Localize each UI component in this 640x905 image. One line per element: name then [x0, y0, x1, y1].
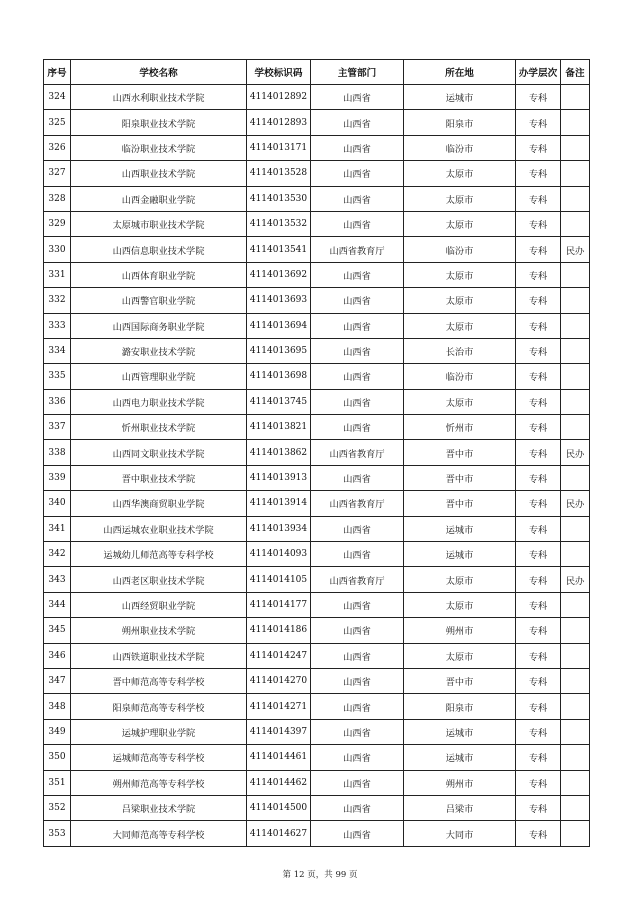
cell-authority: 山西省 [311, 338, 404, 363]
cell-level: 专科 [516, 237, 561, 262]
cell-school-code: 4114013862 [247, 440, 311, 465]
cell-school-code: 4114014247 [247, 643, 311, 668]
cell-school-name: 运城师范高等专科学校 [71, 745, 247, 770]
cell-school-code: 4114014105 [247, 567, 311, 592]
cell-remark [561, 592, 590, 617]
cell-remark [561, 288, 590, 313]
cell-authority: 山西省教育厅 [311, 440, 404, 465]
cell-location: 太原市 [404, 288, 516, 313]
cell-school-name: 朔州师范高等专科学校 [71, 770, 247, 795]
cell-authority: 山西省 [311, 161, 404, 186]
cell-index: 336 [44, 389, 71, 414]
cell-location: 运城市 [404, 719, 516, 744]
table-row [44, 643, 590, 668]
cell-index: 327 [44, 161, 71, 186]
cell-level: 专科 [516, 668, 561, 693]
cell-level: 专科 [516, 567, 561, 592]
cell-level: 专科 [516, 262, 561, 287]
cell-school-name: 阳泉职业技术学院 [71, 110, 247, 135]
cell-school-code: 4114013914 [247, 491, 311, 516]
cell-school-name: 临汾职业技术学院 [71, 135, 247, 160]
cell-school-name: 山西经贸职业学院 [71, 592, 247, 617]
cell-school-code: 4114014177 [247, 592, 311, 617]
cell-authority: 山西省教育厅 [311, 567, 404, 592]
cell-level: 专科 [516, 186, 561, 211]
table-header-row [44, 60, 590, 85]
header-index: 序号 [44, 60, 71, 85]
table-row [44, 161, 590, 186]
cell-level: 专科 [516, 288, 561, 313]
table-row [44, 516, 590, 541]
cell-school-code: 4114013695 [247, 338, 311, 363]
cell-index: 338 [44, 440, 71, 465]
cell-authority: 山西省 [311, 516, 404, 541]
cell-level: 专科 [516, 440, 561, 465]
cell-index: 330 [44, 237, 71, 262]
cell-location: 太原市 [404, 161, 516, 186]
table-row [44, 85, 590, 110]
cell-index: 332 [44, 288, 71, 313]
cell-index: 344 [44, 592, 71, 617]
cell-remark [561, 745, 590, 770]
cell-authority: 山西省 [311, 211, 404, 236]
cell-remark [561, 415, 590, 440]
cell-location: 太原市 [404, 567, 516, 592]
cell-authority: 山西省 [311, 745, 404, 770]
cell-school-name: 晋中职业技术学院 [71, 465, 247, 490]
page-footer: 第 12 页，共 99 页 [282, 870, 358, 880]
cell-level: 专科 [516, 618, 561, 643]
table-row [44, 440, 590, 465]
school-list-table-container [43, 59, 589, 847]
cell-location: 朔州市 [404, 770, 516, 795]
table-row [44, 795, 590, 820]
table-row [44, 186, 590, 211]
cell-authority: 山西省 [311, 85, 404, 110]
header-authority: 主管部门 [311, 60, 404, 85]
table-row [44, 389, 590, 414]
cell-level: 专科 [516, 338, 561, 363]
table-row [44, 668, 590, 693]
cell-level: 专科 [516, 135, 561, 160]
cell-index: 331 [44, 262, 71, 287]
cell-authority: 山西省 [311, 821, 404, 846]
cell-authority: 山西省 [311, 643, 404, 668]
cell-school-name: 山西水利职业技术学院 [71, 85, 247, 110]
cell-school-code: 4114013821 [247, 415, 311, 440]
cell-school-name: 山西警官职业学院 [71, 288, 247, 313]
cell-school-code: 4114014270 [247, 668, 311, 693]
cell-remark [561, 618, 590, 643]
cell-index: 335 [44, 364, 71, 389]
cell-location: 临汾市 [404, 364, 516, 389]
cell-school-name: 山西职业技术学院 [71, 161, 247, 186]
cell-level: 专科 [516, 719, 561, 744]
cell-school-code: 4114013532 [247, 211, 311, 236]
cell-authority: 山西省 [311, 288, 404, 313]
cell-level: 专科 [516, 770, 561, 795]
cell-location: 阳泉市 [404, 694, 516, 719]
cell-remark [561, 770, 590, 795]
table-body [44, 85, 590, 847]
cell-school-code: 4114013934 [247, 516, 311, 541]
cell-authority: 山西省 [311, 542, 404, 567]
cell-school-name: 忻州职业技术学院 [71, 415, 247, 440]
cell-remark [561, 161, 590, 186]
cell-school-name: 运城护理职业学院 [71, 719, 247, 744]
cell-authority: 山西省 [311, 719, 404, 744]
cell-school-code: 4114013692 [247, 262, 311, 287]
cell-index: 340 [44, 491, 71, 516]
cell-location: 吕梁市 [404, 795, 516, 820]
cell-location: 太原市 [404, 262, 516, 287]
cell-school-code: 4114012892 [247, 85, 311, 110]
cell-school-code: 4114013913 [247, 465, 311, 490]
cell-school-name: 山西体育职业学院 [71, 262, 247, 287]
cell-authority: 山西省教育厅 [311, 491, 404, 516]
cell-school-code: 4114014093 [247, 542, 311, 567]
cell-school-name: 运城幼儿师范高等专科学校 [71, 542, 247, 567]
cell-remark: 民办 [561, 567, 590, 592]
cell-location: 忻州市 [404, 415, 516, 440]
cell-location: 运城市 [404, 516, 516, 541]
cell-level: 专科 [516, 389, 561, 414]
cell-school-code: 4114013530 [247, 186, 311, 211]
cell-index: 350 [44, 745, 71, 770]
cell-index: 341 [44, 516, 71, 541]
cell-remark [561, 262, 590, 287]
cell-remark [561, 389, 590, 414]
cell-remark [561, 516, 590, 541]
cell-remark [561, 85, 590, 110]
cell-level: 专科 [516, 516, 561, 541]
cell-remark [561, 313, 590, 338]
cell-remark: 民办 [561, 440, 590, 465]
cell-location: 大同市 [404, 821, 516, 846]
cell-index: 324 [44, 85, 71, 110]
cell-school-code: 4114013528 [247, 161, 311, 186]
cell-index: 353 [44, 821, 71, 846]
cell-index: 329 [44, 211, 71, 236]
cell-remark: 民办 [561, 237, 590, 262]
cell-location: 太原市 [404, 389, 516, 414]
cell-index: 334 [44, 338, 71, 363]
cell-school-code: 4114014397 [247, 719, 311, 744]
cell-authority: 山西省 [311, 389, 404, 414]
cell-remark [561, 668, 590, 693]
cell-school-code: 4114013171 [247, 135, 311, 160]
cell-school-name: 太原城市职业技术学院 [71, 211, 247, 236]
table-row [44, 262, 590, 287]
cell-location: 晋中市 [404, 465, 516, 490]
cell-authority: 山西省 [311, 262, 404, 287]
cell-school-name: 山西国际商务职业学院 [71, 313, 247, 338]
table-row [44, 288, 590, 313]
cell-authority: 山西省 [311, 694, 404, 719]
cell-index: 347 [44, 668, 71, 693]
table-row [44, 694, 590, 719]
cell-location: 晋中市 [404, 668, 516, 693]
table-row [44, 338, 590, 363]
table-row [44, 567, 590, 592]
cell-remark [561, 465, 590, 490]
table-row [44, 618, 590, 643]
cell-index: 346 [44, 643, 71, 668]
cell-authority: 山西省 [311, 186, 404, 211]
cell-index: 328 [44, 186, 71, 211]
cell-level: 专科 [516, 364, 561, 389]
cell-school-name: 阳泉师范高等专科学校 [71, 694, 247, 719]
cell-index: 349 [44, 719, 71, 744]
table-row [44, 211, 590, 236]
cell-index: 337 [44, 415, 71, 440]
cell-school-code: 4114014186 [247, 618, 311, 643]
cell-remark [561, 186, 590, 211]
cell-school-code: 4114013693 [247, 288, 311, 313]
cell-school-name: 山西金融职业学院 [71, 186, 247, 211]
cell-school-code: 4114014627 [247, 821, 311, 846]
cell-authority: 山西省教育厅 [311, 237, 404, 262]
cell-location: 晋中市 [404, 440, 516, 465]
header-remark: 备注 [561, 60, 590, 85]
cell-location: 运城市 [404, 85, 516, 110]
cell-level: 专科 [516, 542, 561, 567]
header-school-code: 学校标识码 [247, 60, 311, 85]
cell-remark [561, 694, 590, 719]
cell-school-name: 晋中师范高等专科学校 [71, 668, 247, 693]
cell-index: 326 [44, 135, 71, 160]
cell-authority: 山西省 [311, 592, 404, 617]
cell-school-code: 4114014500 [247, 795, 311, 820]
cell-location: 临汾市 [404, 237, 516, 262]
cell-authority: 山西省 [311, 770, 404, 795]
cell-index: 339 [44, 465, 71, 490]
cell-index: 345 [44, 618, 71, 643]
table-row [44, 313, 590, 338]
table-row [44, 770, 590, 795]
cell-school-name: 吕梁职业技术学院 [71, 795, 247, 820]
cell-index: 348 [44, 694, 71, 719]
cell-remark [561, 719, 590, 744]
cell-level: 专科 [516, 694, 561, 719]
cell-location: 长治市 [404, 338, 516, 363]
cell-school-name: 朔州职业技术学院 [71, 618, 247, 643]
cell-school-name: 山西华澳商贸职业学院 [71, 491, 247, 516]
cell-remark [561, 338, 590, 363]
table-row [44, 719, 590, 744]
header-location: 所在地 [404, 60, 516, 85]
cell-school-name: 山西老区职业技术学院 [71, 567, 247, 592]
table-row [44, 110, 590, 135]
cell-authority: 山西省 [311, 618, 404, 643]
cell-level: 专科 [516, 110, 561, 135]
cell-level: 专科 [516, 161, 561, 186]
cell-location: 运城市 [404, 542, 516, 567]
cell-location: 太原市 [404, 211, 516, 236]
table-row [44, 542, 590, 567]
table-row [44, 237, 590, 262]
cell-school-code: 4114014461 [247, 745, 311, 770]
cell-location: 太原市 [404, 186, 516, 211]
cell-remark [561, 110, 590, 135]
cell-level: 专科 [516, 795, 561, 820]
cell-authority: 山西省 [311, 668, 404, 693]
cell-authority: 山西省 [311, 110, 404, 135]
cell-location: 朔州市 [404, 618, 516, 643]
cell-remark [561, 135, 590, 160]
cell-school-code: 4114014271 [247, 694, 311, 719]
cell-location: 阳泉市 [404, 110, 516, 135]
table-row [44, 821, 590, 846]
cell-level: 专科 [516, 415, 561, 440]
cell-authority: 山西省 [311, 465, 404, 490]
cell-level: 专科 [516, 211, 561, 236]
cell-location: 太原市 [404, 592, 516, 617]
cell-authority: 山西省 [311, 135, 404, 160]
cell-location: 临汾市 [404, 135, 516, 160]
cell-school-name: 山西电力职业技术学院 [71, 389, 247, 414]
cell-level: 专科 [516, 85, 561, 110]
cell-school-name: 山西信息职业技术学院 [71, 237, 247, 262]
table-row [44, 491, 590, 516]
header-school-name: 学校名称 [71, 60, 247, 85]
cell-level: 专科 [516, 313, 561, 338]
cell-index: 352 [44, 795, 71, 820]
cell-index: 325 [44, 110, 71, 135]
table-row [44, 465, 590, 490]
cell-remark [561, 795, 590, 820]
cell-school-name: 山西铁道职业技术学院 [71, 643, 247, 668]
cell-level: 专科 [516, 745, 561, 770]
table-row [44, 135, 590, 160]
cell-school-code: 4114014462 [247, 770, 311, 795]
cell-location: 晋中市 [404, 491, 516, 516]
cell-school-code: 4114013745 [247, 389, 311, 414]
cell-school-name: 山西管理职业学院 [71, 364, 247, 389]
cell-remark [561, 643, 590, 668]
cell-remark [561, 821, 590, 846]
cell-location: 太原市 [404, 643, 516, 668]
cell-school-code: 4114013694 [247, 313, 311, 338]
cell-school-name: 大同师范高等专科学校 [71, 821, 247, 846]
cell-school-code: 4114013698 [247, 364, 311, 389]
cell-level: 专科 [516, 592, 561, 617]
table-row [44, 364, 590, 389]
cell-school-code: 4114012893 [247, 110, 311, 135]
cell-level: 专科 [516, 491, 561, 516]
header-level: 办学层次 [516, 60, 561, 85]
table-row [44, 745, 590, 770]
cell-location: 太原市 [404, 313, 516, 338]
cell-remark: 民办 [561, 491, 590, 516]
cell-remark [561, 211, 590, 236]
cell-remark [561, 364, 590, 389]
table-row [44, 592, 590, 617]
cell-authority: 山西省 [311, 415, 404, 440]
cell-authority: 山西省 [311, 313, 404, 338]
cell-authority: 山西省 [311, 364, 404, 389]
cell-remark [561, 542, 590, 567]
cell-index: 343 [44, 567, 71, 592]
cell-school-name: 潞安职业技术学院 [71, 338, 247, 363]
cell-authority: 山西省 [311, 795, 404, 820]
cell-index: 351 [44, 770, 71, 795]
cell-index: 333 [44, 313, 71, 338]
cell-school-code: 4114013541 [247, 237, 311, 262]
cell-level: 专科 [516, 821, 561, 846]
cell-level: 专科 [516, 465, 561, 490]
cell-level: 专科 [516, 643, 561, 668]
cell-school-name: 山西运城农业职业技术学院 [71, 516, 247, 541]
cell-index: 342 [44, 542, 71, 567]
cell-location: 运城市 [404, 745, 516, 770]
table-row [44, 415, 590, 440]
cell-school-name: 山西同文职业技术学院 [71, 440, 247, 465]
school-list-table [43, 59, 590, 847]
